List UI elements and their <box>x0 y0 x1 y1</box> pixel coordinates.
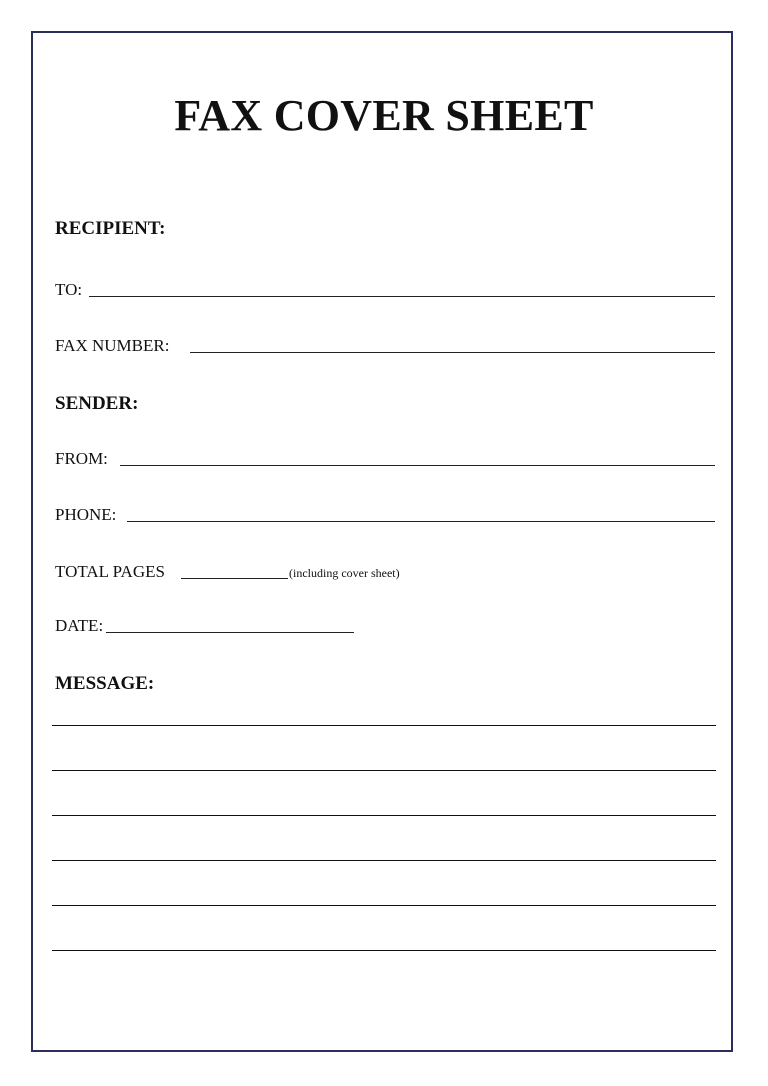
fax-number-field[interactable] <box>190 352 715 353</box>
total-pages-note: (including cover sheet) <box>289 566 400 580</box>
page-title: FAX COVER SHEET <box>174 91 594 140</box>
phone-label: PHONE: <box>55 505 117 524</box>
total-pages-label: TOTAL PAGES <box>55 562 165 581</box>
phone-field[interactable] <box>127 521 715 522</box>
fax-number-label: FAX NUMBER: <box>55 336 170 355</box>
recipient-heading: RECIPIENT: <box>55 218 166 239</box>
message-line[interactable] <box>52 860 716 861</box>
total-pages-field[interactable] <box>181 578 288 579</box>
to-field[interactable] <box>89 296 715 297</box>
to-label: TO: <box>55 280 83 299</box>
message-line[interactable] <box>52 815 716 816</box>
message-line[interactable] <box>52 725 716 726</box>
message-line[interactable] <box>52 905 716 906</box>
message-line[interactable] <box>52 950 716 951</box>
date-field[interactable] <box>106 632 354 633</box>
date-label: DATE: <box>55 616 104 635</box>
page-border <box>31 31 733 1052</box>
from-label: FROM: <box>55 449 108 468</box>
message-line[interactable] <box>52 770 716 771</box>
sender-heading: SENDER: <box>55 393 139 414</box>
message-heading: MESSAGE: <box>55 673 155 694</box>
from-field[interactable] <box>120 465 715 466</box>
